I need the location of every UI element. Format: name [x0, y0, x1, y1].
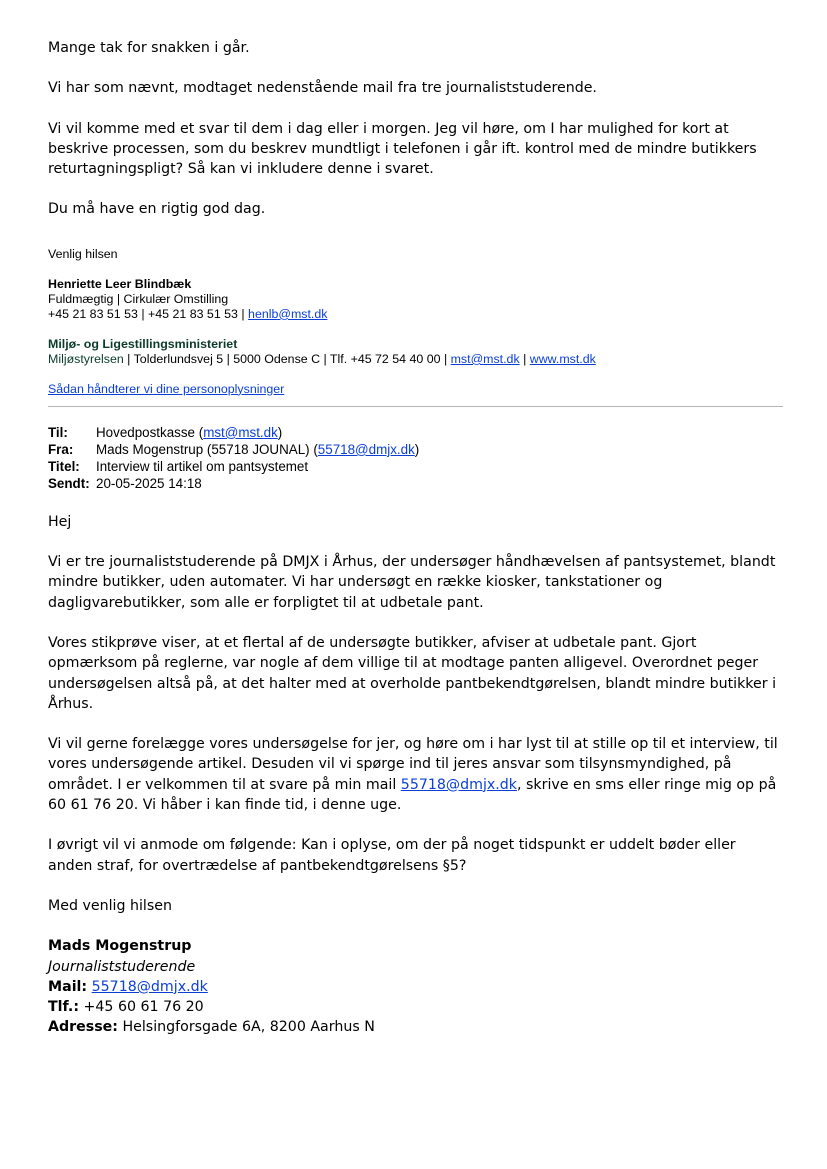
- reply-paragraph-request: Vi vil komme med et svar til dem i dag eller i morgen. Jeg vil høre, om I har mulighed for kort at beskrive processen, som du beskrev mundtligt i telefonen i går ift. kontrol med de mindre butikkers returtagningspligt? Så kan vi inkludere denne i svaret.: [48, 120, 757, 178]
- sender-address: Helsingforsgade 6A, 8200 Aarhus N: [122, 1019, 375, 1036]
- sender-signature: [48, 936, 783, 1037]
- forwarded-from-name: Mads Mogenstrup (55718 JOUNAL) (: [96, 441, 318, 457]
- body-paragraph-interview: [48, 734, 783, 815]
- forwarded-sent-row: [48, 475, 419, 492]
- body-paragraph-findings: Vores stikprøve viser, at et flertal af de undersøgte butikker, afviser at udbetale pant. Gjort opmærksom på reglerne, var nogle af dem villige til at modtage panten alligevel. Overordnet peger undersøgelsen altså på, at det halter med at overholde pantbekendtgørelsen, blandt mindre butikker i Århus.: [48, 634, 777, 712]
- body-greeting: Hej: [48, 513, 72, 530]
- forwarded-sent-label: Sendt:: [48, 475, 90, 491]
- sender-mail-label: Mail:: [48, 978, 88, 995]
- sender-address-label: Adresse:: [48, 1019, 118, 1036]
- sender-phone-label: Tlf.:: [48, 999, 79, 1016]
- signature-phones-line: [48, 307, 783, 322]
- forwarded-from-row: [48, 441, 419, 458]
- signature-title: Fuldmægtig | Cirkulær Omstilling: [48, 291, 229, 306]
- sender-mail-line: [48, 977, 783, 997]
- forwarded-from-email-link[interactable]: 55718@dmjx.dk: [317, 441, 415, 457]
- forwarded-to-value: [96, 424, 419, 441]
- reply-paragraph-goodday: Du må have en rigtig god dag.: [48, 201, 266, 218]
- signature-phones: +45 21 83 51 53 | +45 21 83 51 53 |: [48, 306, 249, 321]
- body-interview-text-end: , skrive en sms eller ringe mig op på 60 61 76 20. Vi håber i kan finde tid, i denne uge.: [48, 776, 777, 814]
- forwarded-subject-row: [48, 458, 419, 475]
- sender-role: Journaliststuderende: [48, 958, 196, 975]
- signature-agency-email-link[interactable]: mst@mst.dk: [450, 351, 520, 366]
- forwarded-to-row: [48, 424, 419, 441]
- sender-name: Mads Mogenstrup: [48, 938, 192, 955]
- forwarded-from-close: ): [414, 441, 420, 457]
- body-closing: Med venlig hilsen: [48, 897, 172, 914]
- sender-phone-line: [48, 997, 783, 1017]
- signature-block: [48, 247, 783, 397]
- forwarded-subject-value: Interview til artikel om pantsystemet: [96, 458, 309, 474]
- signature-agency: Miljøstyrelsen: [48, 351, 124, 366]
- signature-address-line: [48, 352, 783, 367]
- forward-divider: [48, 406, 783, 407]
- forwarded-to-name: Hovedpostkasse (: [96, 424, 204, 440]
- reply-paragraph-received: Vi har som nævnt, modtaget nedenstående mail fra tre journaliststuderende.: [48, 80, 597, 97]
- privacy-link[interactable]: Sådan håndterer vi dine personoplysninger: [48, 381, 285, 396]
- forwarded-to-email-link[interactable]: mst@mst.dk: [203, 424, 278, 440]
- signature-address: | Tolderlundsvej 5 | 5000 Odense C | Tlf. +45 72 54 40 00 |: [123, 351, 451, 366]
- forwarded-sent-value: 20-05-2025 14:18: [96, 475, 202, 491]
- body-interview-text: Vi vil gerne forelægge vores undersøgelse for jer, og høre om i har lyst til at stille op til et interview, til vores undersøgende artikel. Desuden vil vi spørge ind til jeres ansvar som tilsynsmyndighed, på området. I er velkommen til at svare på min mail: [48, 736, 778, 793]
- forwarded-to-label: Til:: [48, 424, 68, 440]
- forwarded-from-value: [96, 441, 419, 458]
- forwarded-to-close: ): [277, 424, 283, 440]
- sender-address-line: [48, 1017, 783, 1037]
- forwarded-subject-label: Titel:: [48, 458, 80, 474]
- reply-paragraph-thanks: Mange tak for snakken i går.: [48, 40, 250, 56]
- body-paragraph-intro: Vi er tre journaliststuderende på DMJX i Århus, der undersøger håndhævelsen af pantsystemet, blandt mindre butikker, uden automater. Vi har undersøgt en række kiosker, tankstationer og dagligvarebutikker, som alle er forpligtet til at udbetale pant.: [48, 554, 776, 611]
- signature-name: Henriette Leer Blindbæk: [48, 276, 192, 291]
- signature-separator: |: [519, 351, 530, 366]
- body-paragraph-question: I øvrigt vil vi anmode om følgende: Kan i oplyse, om der på noget tidspunkt er uddelt bøder eller anden straf, for overtrædelse af pantbekendtgørelsens §5?: [48, 837, 736, 874]
- sender-mail-link[interactable]: 55718@dmjx.dk: [91, 978, 208, 995]
- signature-greeting: Venlig hilsen: [48, 246, 118, 261]
- signature-ministry: Miljø- og Ligestillingsministeriet: [48, 336, 238, 351]
- forwarded-from-label: Fra:: [48, 441, 74, 457]
- sender-phone: +45 60 61 76 20: [83, 999, 204, 1016]
- signature-email-link[interactable]: henlb@mst.dk: [248, 306, 328, 321]
- forwarded-header: [48, 424, 419, 492]
- email-document: [48, 38, 783, 1038]
- signature-website-link[interactable]: www.mst.dk: [529, 351, 596, 366]
- body-email-link[interactable]: 55718@dmjx.dk: [400, 776, 518, 793]
